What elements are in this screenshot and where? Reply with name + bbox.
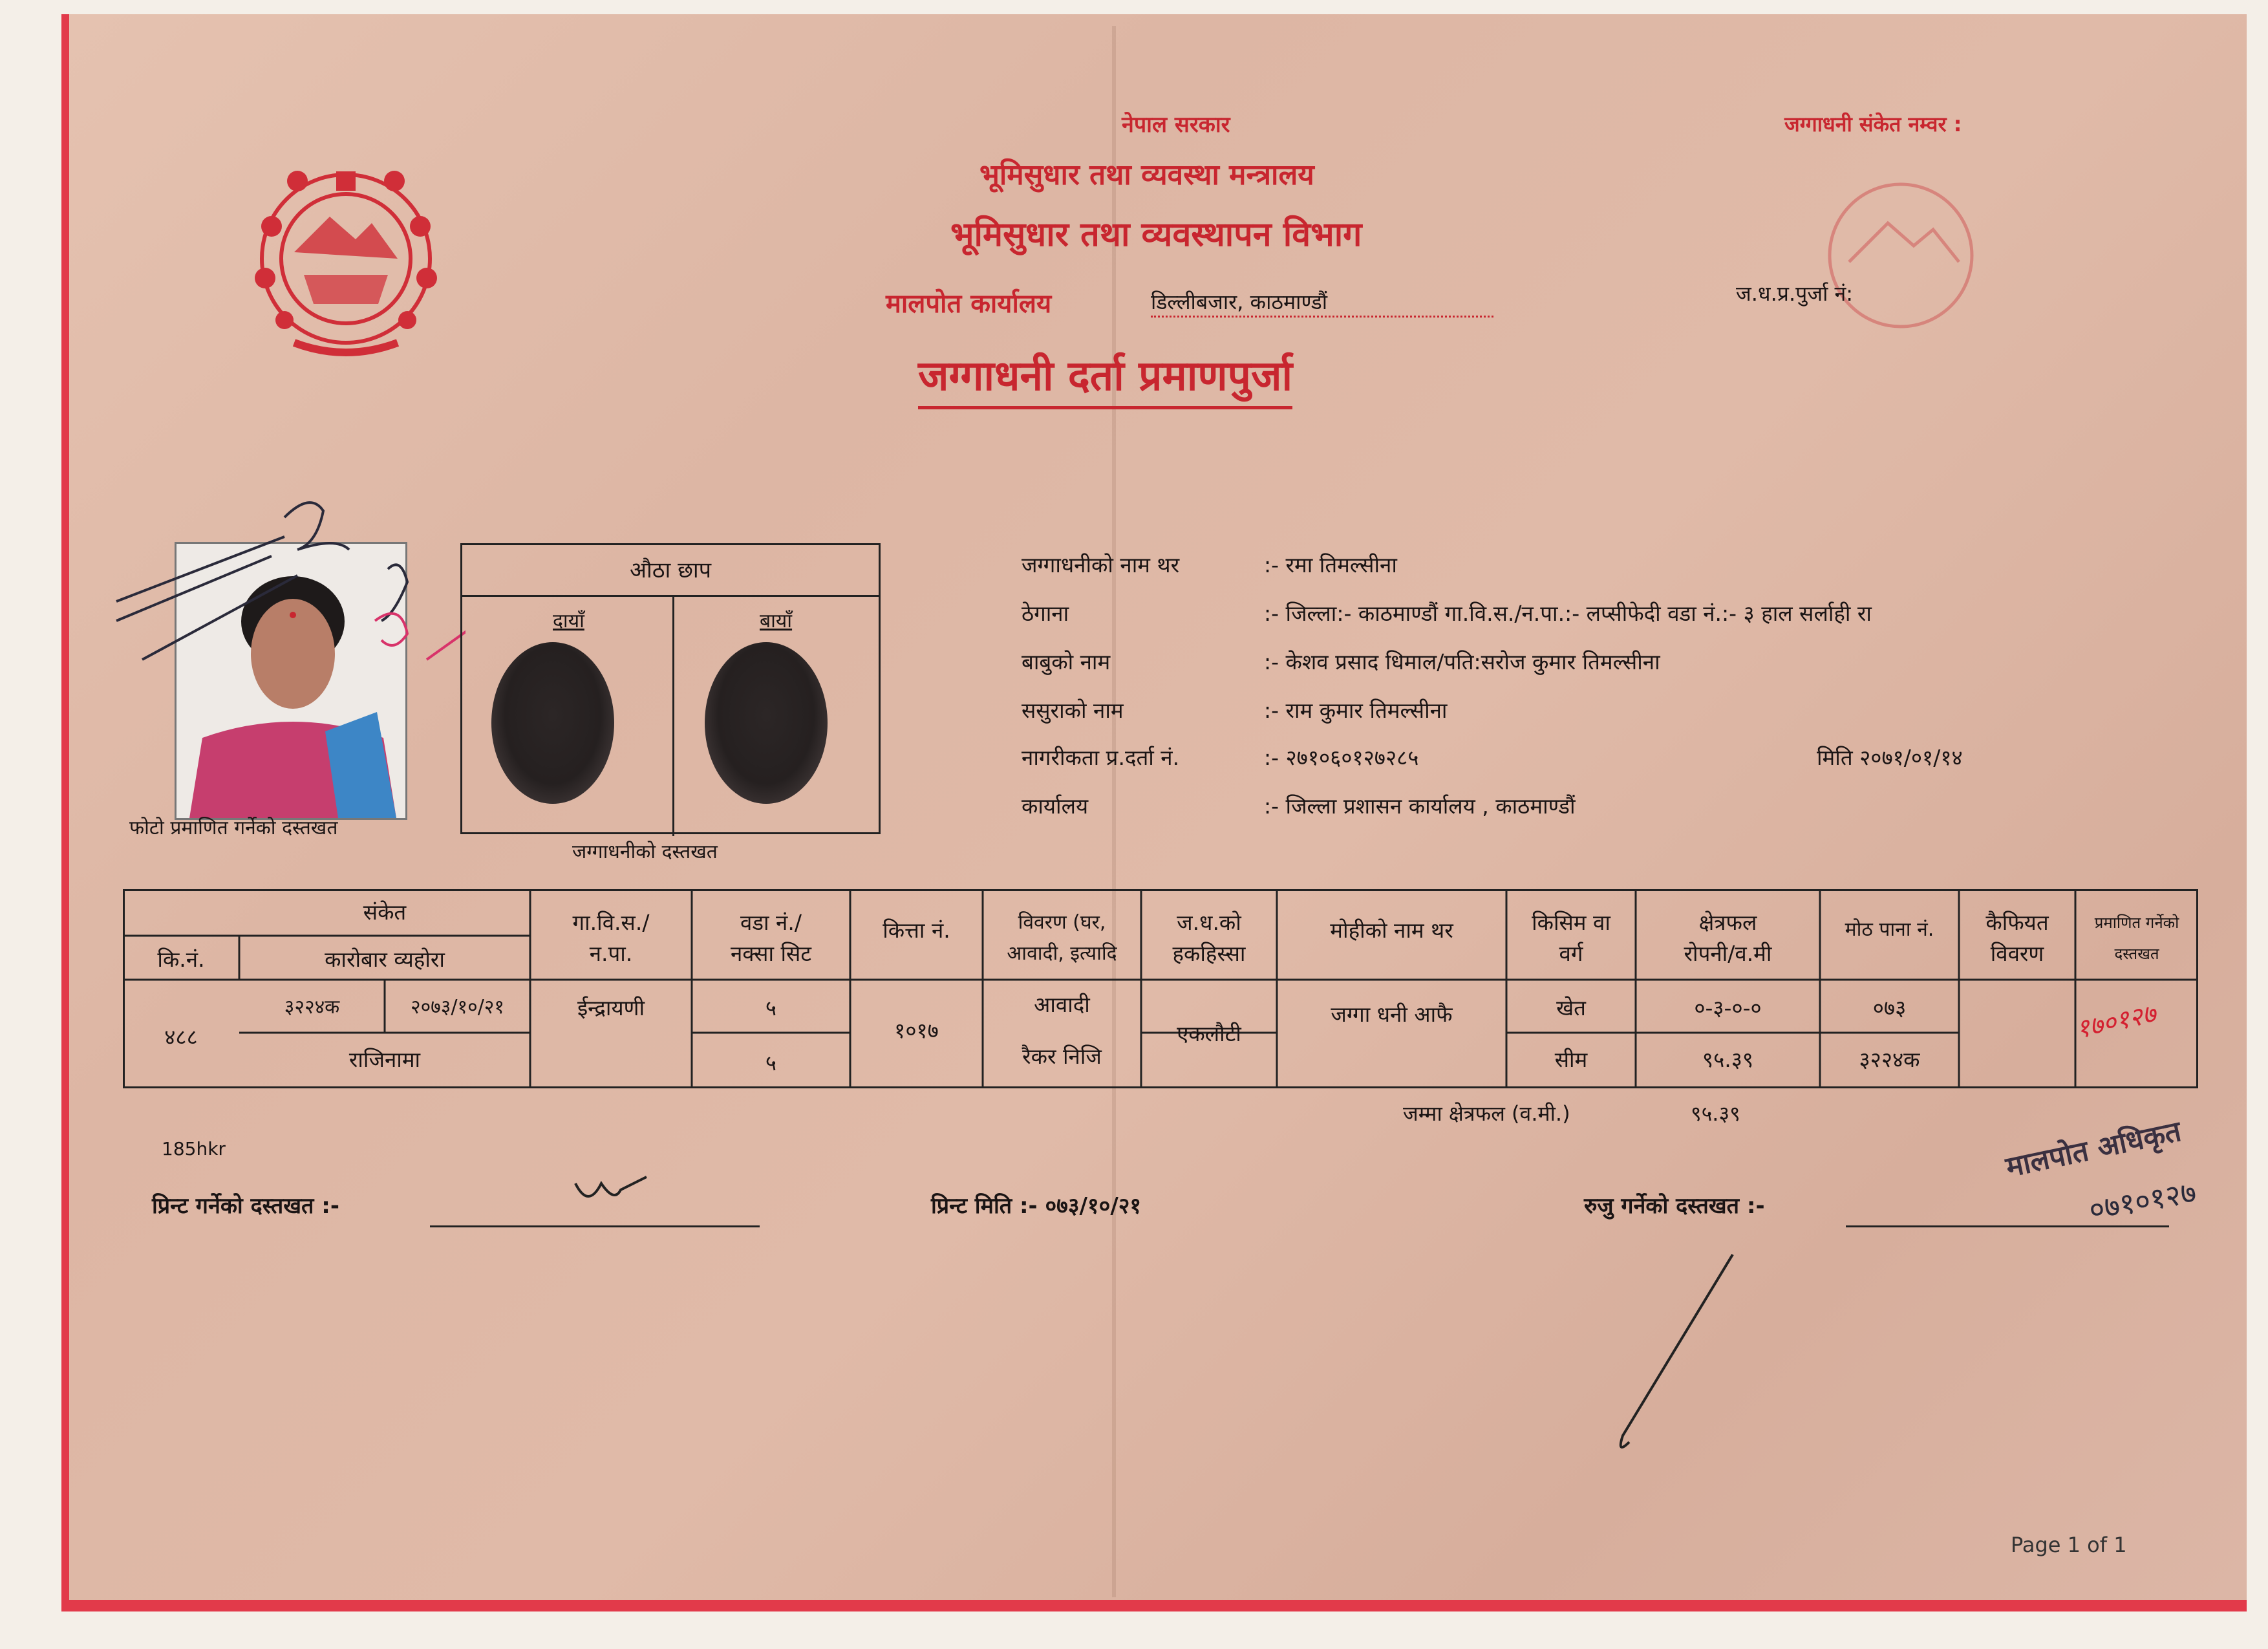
photo-caption: फोटो प्रमाणित गर्नेको दस्तखत: [129, 817, 338, 839]
row-moth-1: ०७३: [1872, 995, 1907, 1020]
col-share-header: ज.ध.को हकहिस्सा: [1172, 910, 1246, 966]
issuing-office-value: :- जिल्ला प्रशासन कार्यालय , काठमाण्डौं: [1264, 793, 1576, 819]
total-area-label: जम्मा क्षेत्रफल (व.मी.): [1403, 1101, 1570, 1126]
col-type-header: किसिम वा वर्ग: [1532, 910, 1610, 966]
father-in-law-label: ससुराको नाम: [1022, 698, 1124, 723]
col-tenant-header: मोहीको नाम थर: [1330, 918, 1453, 943]
col-description-header: विवरण (घर, आवादी, इत्यादि: [1007, 911, 1117, 965]
total-area-value: ९५.३९: [1691, 1101, 1740, 1126]
col-code-header: संकेत: [363, 900, 407, 925]
signature-mark: [103, 453, 465, 698]
row-type-2: सीम: [1554, 1047, 1588, 1072]
col-transaction-header: कारोबार व्यहोरा: [325, 947, 445, 972]
father-in-law-value: :- राम कुमार तिमल्सीना: [1264, 698, 1448, 723]
col-remarks-header: कैफियत विवरण: [1985, 910, 2049, 966]
code-number-label: जग्गाधनी संकेत नम्वर :: [1784, 112, 1962, 136]
address-value: :- जिल्ला:- काठमाण्डौं गा.वि.स./न.पा.:- लप्सीफेदी वडा नं.:- ३ हाल सर्लाही रा: [1264, 601, 1872, 626]
citizenship-value: :- २७१०६०१२७२८५: [1264, 745, 1419, 770]
left-thumb-label: बायाँ: [760, 610, 793, 632]
row-code: ३२२४क: [284, 996, 340, 1018]
row-vdc: ईन्द्रायणी: [577, 995, 645, 1020]
certifier-note: १७०१२७: [2073, 998, 2159, 1045]
owner-name-label: जग्गाधनीको नाम थर: [1022, 552, 1180, 577]
ministry-label: भूमिसुधार तथा व्यवस्था मन्त्रालय: [979, 158, 1314, 191]
col-ward-header: वडा नं./ नक्सा सिट: [731, 910, 811, 966]
row-moth-2: ३२२४क: [1859, 1047, 1920, 1072]
department-label: भूमिसुधार तथा व्यवस्थापन विभाग: [950, 215, 1362, 254]
col-area-header: क्षेत्रफल रोपनी/व.मी: [1684, 910, 1772, 966]
thumbprint-box: [460, 543, 881, 834]
office-label: मालपोत कार्यालय: [886, 289, 1052, 319]
officer-stamp: मालपोत अधिकृत: [2003, 1114, 2185, 1185]
col-kitta-header: कित्ता नं.: [883, 918, 950, 943]
left-thumbprint: [705, 642, 828, 804]
print-signature-label: प्रिन्ट गर्नेको दस्तखत :-: [152, 1193, 339, 1219]
government-label: नेपाल सरकार: [1122, 112, 1230, 138]
row-transaction: राजिनामा: [348, 1047, 421, 1072]
row-share: एकलौटी: [1177, 1021, 1241, 1046]
col-certifier-header: प्रमाणित गर्नेको दस्तखत: [2094, 914, 2179, 963]
row-area-sqm: ९५.३९: [1702, 1047, 1754, 1072]
row-kino: ४८८: [164, 1024, 198, 1050]
col-vdc-header: गा.वि.स./ न.पा.: [572, 910, 650, 966]
faded-stamp-icon: [1804, 171, 1998, 339]
citizenship-label: नागरीकता प्र.दर्ता नं.: [1022, 745, 1180, 770]
nepal-emblem-icon: [233, 155, 459, 362]
verify-signature-label: रुजु गर्नेको दस्तखत :-: [1584, 1193, 1765, 1219]
row-map-sheet: ५: [765, 1050, 777, 1075]
land-record-table: [123, 889, 2198, 1088]
row-ward: ५: [765, 995, 777, 1020]
col-kino-header: कि.नं.: [157, 947, 205, 972]
citizenship-date: मिति २०७१/०१/१४: [1817, 745, 1963, 770]
print-signature-mark: [569, 1164, 659, 1216]
father-value: :- केशव प्रसाद धिमाल/पति:सरोज कुमार तिमल्सीना: [1264, 649, 1660, 674]
officer-signature-number: ०७१०१२७: [2086, 1174, 2199, 1228]
document-code: 185hkr: [162, 1138, 226, 1159]
print-date: प्रिन्ट मिति :- ०७३/१०/२१: [931, 1193, 1142, 1219]
right-thumb-label: दायाँ: [553, 610, 584, 632]
row-area-ropani: ०-३-०-०: [1694, 995, 1762, 1020]
row-type-1: खेत: [1556, 995, 1586, 1020]
row-kitta: १०१७: [894, 1018, 939, 1043]
row-description-1: आवादी: [1034, 992, 1090, 1017]
father-label: बाबुको नाम: [1022, 649, 1111, 674]
row-date: २०७३/१०/२१: [410, 996, 504, 1018]
row-tenant: जग्गा धनी आफै: [1331, 1002, 1453, 1027]
col-moth-header: मोठ पाना नं.: [1845, 918, 1934, 941]
page-number: Page 1 of 1: [2011, 1533, 2127, 1557]
thumbprint-caption: जग्गाधनीको दस्तखत: [572, 841, 718, 863]
document-title: जग्गाधनी दर्ता प्रमाणपुर्जा: [918, 346, 1292, 409]
purja-number-label: ज.ध.प्र.पुर्जा नं:: [1736, 281, 1854, 306]
issuing-office-label: कार्यालय: [1022, 793, 1089, 819]
thumbprint-title: औठा छाप: [462, 545, 879, 597]
diagonal-pen-mark: [1603, 1248, 1746, 1461]
paper-fold: [1112, 26, 1116, 1597]
row-description-2: रैकर निजि: [1022, 1044, 1102, 1069]
office-location: डिल्लीबजार, काठमाण्डौं: [1151, 288, 1493, 318]
right-thumbprint: [491, 642, 614, 804]
owner-name-value: :- रमा तिमल्सीना: [1264, 552, 1397, 577]
address-label: ठेगाना: [1022, 601, 1069, 626]
